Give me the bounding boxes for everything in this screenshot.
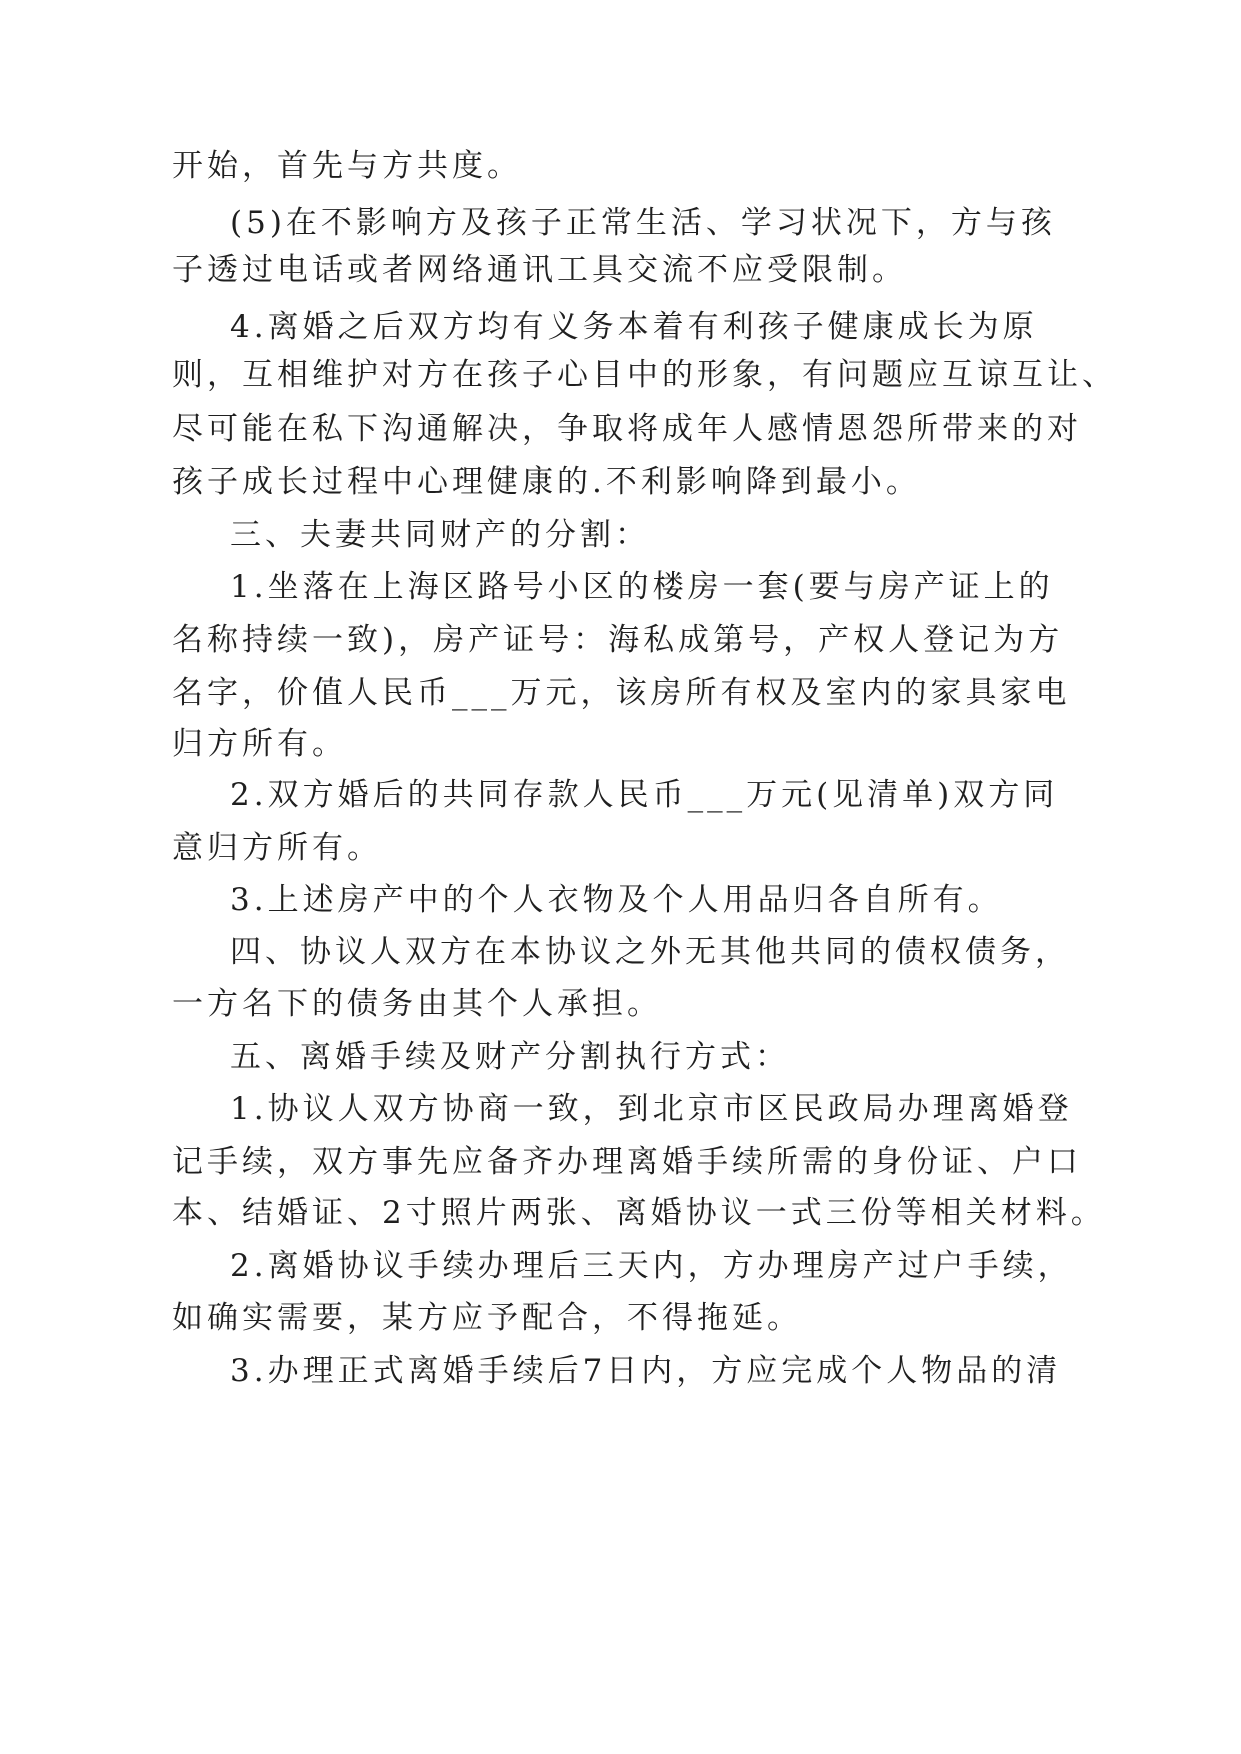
text-line: 如确实需要，某方应予配合，不得拖延。 [172,1300,802,1336]
text-line: 则，互相维护对方在孩子心目中的形象，有问题应互谅互让、 [172,357,1117,393]
text-line: 1.协议人双方协商一致，到北京市区民政局办理离婚登 [230,1091,1073,1127]
text-line: 子透过电话或者网络通讯工具交流不应受限制。 [172,252,907,288]
text-line: 4.离婚之后双方均有义务本着有利孩子健康成长为原 [230,309,1038,345]
text-line: 1.坐落在上海区路号小区的楼房一套(要与房产证上的 [230,569,1054,605]
text-line: 3.办理正式离婚手续后7日内，方应完成个人物品的清 [230,1353,1062,1389]
text-line: 记手续，双方事先应备齐办理离婚手续所需的身份证、户口 [172,1144,1082,1180]
section-heading: 五、离婚手续及财产分割执行方式： [230,1039,790,1075]
text-line: 一方名下的债务由其个人承担。 [172,986,662,1022]
section-heading: 三、夫妻共同财产的分割： [230,517,650,553]
text-line: (5)在不影响方及孩子正常生活、学习状况下，方与孩 [230,205,1056,241]
text-line: 名称持续一致)，房产证号：海私成第号，产权人登记为方 [172,622,1064,658]
text-line: 意归方所有。 [172,830,382,866]
text-line: 孩子成长过程中心理健康的.不利影响降到最小。 [172,464,921,500]
text-line: 3.上述房产中的个人衣物及个人用品归各自所有。 [230,882,1003,918]
text-line: 尽可能在私下沟通解决，争取将成年人感情恩怨所带来的对 [172,411,1082,447]
text-line: 2.双方婚后的共同存款人民币___万元(见清单)双方同 [230,777,1059,813]
section-heading: 四、协议人双方在本协议之外无其他共同的债权债务， [230,934,1070,970]
text-line: 2.离婚协议手续办理后三天内，方办理房产过户手续， [230,1248,1073,1284]
text-line: 名字，价值人民币___万元，该房所有权及室内的家具家电 [172,675,1071,711]
text-line: 归方所有。 [172,726,347,762]
text-line: 本、结婚证、2寸照片两张、离婚协议一式三份等相关材料。 [172,1195,1106,1231]
text-line: 开始，首先与方共度。 [172,148,522,184]
